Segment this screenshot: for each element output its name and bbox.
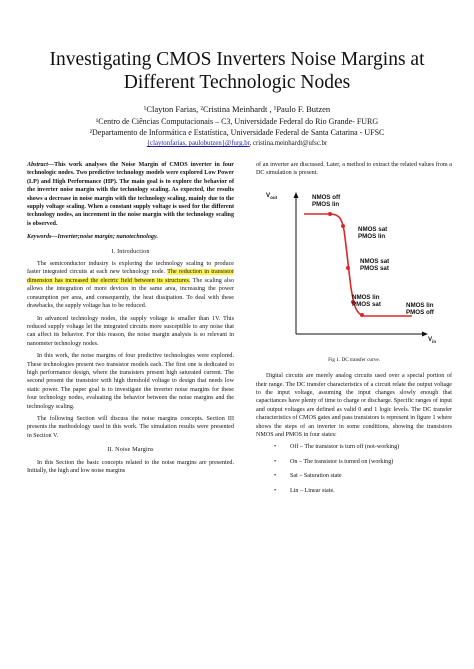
bullet-icon: •	[274, 444, 277, 451]
bullet-icon: •	[274, 473, 277, 480]
region-label-lin-off: NMOS lin PMOS off	[406, 301, 434, 316]
dc-transfer-curve-svg	[256, 184, 452, 354]
region-label-sat-sat: NMOS sat PMOS sat	[360, 257, 390, 272]
curve-marker	[328, 212, 332, 216]
y-axis-arrow	[294, 192, 299, 198]
x-axis-label: $V_{in}$	[428, 335, 437, 345]
author-names: ¹Clayton Farias, ²Cristina Meinhardt , ¹Paulo F. Butzen	[143, 104, 331, 114]
region-label-lin-sat: NMOS lin PMOS sat	[352, 293, 381, 308]
figure-caption: Fig 1. DC transfer curve.	[328, 356, 380, 363]
email-rest: , cristina.meinhardt@ufsc.br	[249, 140, 328, 147]
curve-marker	[360, 313, 364, 317]
author-emails	[20, 138, 454, 149]
abstract-label: Abstract	[27, 162, 48, 168]
intro-paragraph-1	[27, 260, 234, 310]
list-item: • Off – The transistor is turn off (not-working)	[274, 444, 400, 451]
keywords: Keywords—Inverter;noise margin; nanotechnology.	[27, 234, 158, 241]
abstract	[27, 161, 234, 228]
paper-title	[20, 48, 454, 94]
abstract-text: —This work analyses the Noise Margin of CMOS inverter in four technologic nodes. Two predictive technology models were explored Low Power (LP) and High Performance (HP). The main goal is to explore the behavior of the inverter noise margin with the technology scaling. As expected, the results shows a decrease in noise margin with the technology scaling, mainly due to the supply voltage scaling. When a constant supply voltage is used for the different technology nodes, an increment in the noise margin with the technology scaling is observed.	[27, 162, 234, 227]
y-axis-label: $V_{out}$	[266, 191, 278, 201]
highlighted-sentence: The reduction in transistor dimension has increased the electric field between its structures.	[27, 269, 234, 284]
right-paragraph-1: Digital circuits are merely analog circuits used over a special portion of their range. The DC transfer characteristics of a circuit relate the output voltage to the input voltage, assuming the input changes slowly enough that capacitances have plenty of time to charge or discharge. Specific ranges of input and output voltages are defined as valid 0 and 1 logic levels. The DC transfer characteristics of CMOS gates and pass transistors is represent in figure 1 where shows the steps of an inverter in some conditions, showing the transistors NMOS and PMOS in four states:	[256, 373, 452, 439]
list-item: • On – The transistor is turned on (working)	[274, 458, 394, 465]
intro-paragraph-2: In advanced technology nodes, the supply voltage is smaller than 1V. This reduced supply voltage let the integrated circuits more susceptible to any noise that can affect its behavior. For this reason, the noise margin analysis is so relevant in nanometer technology nodes.	[27, 315, 234, 347]
dc-transfer-figure	[256, 184, 452, 354]
bullet-icon: •	[274, 458, 277, 465]
title-line-2: Different Technologic Nodes	[123, 72, 351, 93]
noise-margins-paragraph: In this Section the basic concepts related to the noise margins are presented. Initially, the high and low noise margins	[27, 459, 234, 474]
section-heading-introduction: I. Introduction	[111, 248, 150, 255]
intro-p1-start: The semiconductor industry is exploring the technology scaling to produce faster integrated circuits at each new technology node.	[27, 261, 234, 276]
intro-paragraph-4: The following Section will discuss the noise margins concepts. Section III presents the methodology used in this work. The simulation results were presented in Section V.	[27, 415, 234, 439]
author-block	[20, 104, 454, 149]
transistor-states-list	[256, 443, 452, 495]
region-label-off-lin: NMOS off PMOS lin	[312, 193, 341, 208]
intro-paragraph-3: In this work, the noise margins of four predictive technologies were explored. These technologies present two transistor models each. The first one is dedicated to high performance design, where the transisters present high saturated current. The second present the transistor with high threshold voltage to design that needs low static power. The paper goal is to investigate the inverter noise margins for these four technology nodes, evaluating the behavior between the noise margins and the technology scaling.	[27, 353, 234, 410]
title-line-1: Investigating CMOS Inverters Noise Margins at	[49, 49, 425, 70]
curve-marker	[341, 224, 345, 228]
list-item: • Sat – Saturation state	[274, 473, 342, 480]
right-paragraph-0: of an inverter are discussed. Later, a method to extract the related values from a DC simulation is present.	[256, 162, 452, 177]
list-item: • Lin – Linear state.	[274, 487, 335, 494]
affiliation-1: ¹Centro de Ciências Computacionais – C3, Universidade Federal do Rio Grande- FURG	[95, 117, 379, 126]
email-link[interactable]: {claytonfarias, paulobutzen}@furg.br	[146, 140, 250, 147]
curve-marker	[346, 266, 350, 270]
region-label-sat-lin: NMOS sat PMOS lin	[358, 225, 388, 240]
intro-p1-end: The scaling also allows the integration of more devices in the same area, increasing the power consumption per area, and consequently, the heat dissipation. To deal with these drawbacks, the supply voltage has to be reduced.	[27, 277, 234, 310]
section-heading-noise-margins: II. Noise Margins	[107, 447, 154, 454]
left-column	[27, 161, 234, 479]
right-column	[256, 161, 452, 501]
affiliation-2: ²Departamento de Informática e Estatística, Universidade Federal de Santa Catarina - UFSC	[89, 128, 385, 137]
bullet-icon: •	[274, 487, 277, 494]
